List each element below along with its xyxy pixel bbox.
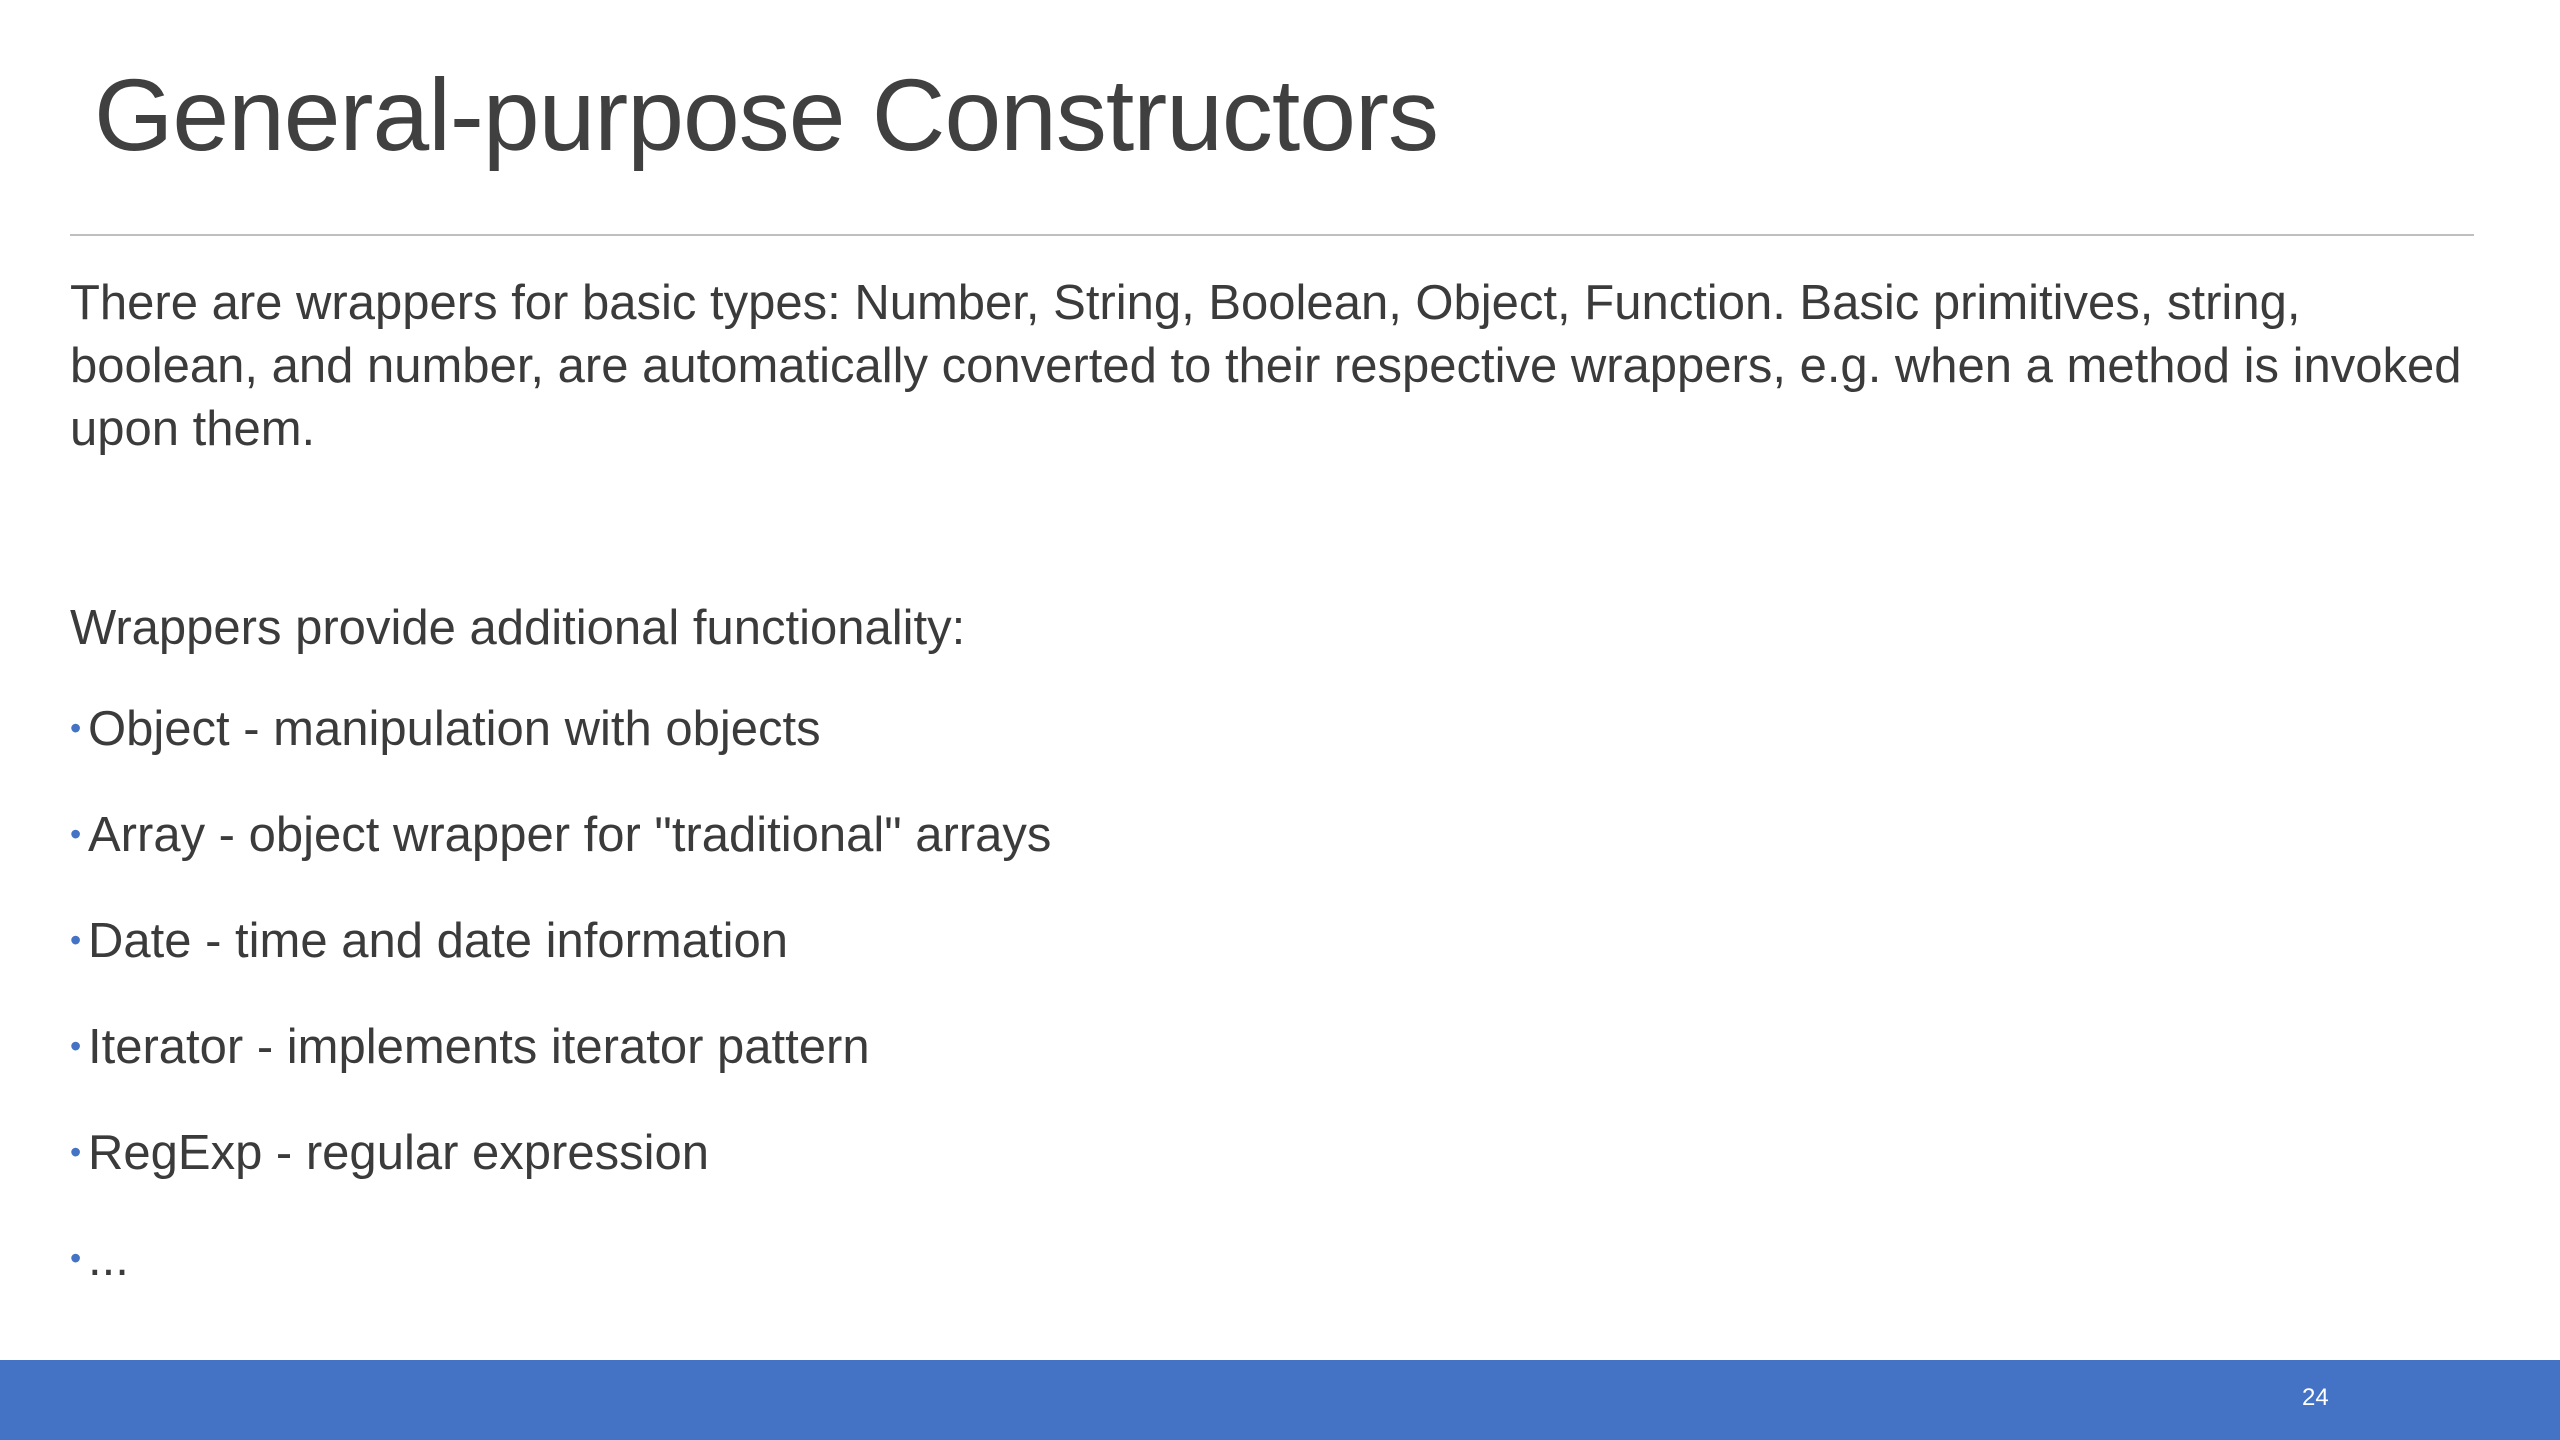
title-divider bbox=[70, 234, 2474, 236]
wrappers-lead: Wrappers provide additional functionality: bbox=[70, 601, 966, 655]
bullet-item-array bbox=[70, 804, 2470, 872]
bullet-dot-icon: • bbox=[70, 1134, 82, 1170]
slide-body bbox=[70, 272, 2470, 1296]
bullet-text: RegExp - regular expression bbox=[88, 1126, 709, 1180]
page-number: 24 bbox=[2302, 1384, 2329, 1411]
bullet-dot-icon: • bbox=[70, 816, 82, 852]
bullet-text: Date - time and date information bbox=[88, 914, 788, 968]
bullet-item-date bbox=[70, 910, 2470, 978]
bullet-text: ... bbox=[88, 1232, 129, 1286]
slide-title: General-purpose Constructors bbox=[94, 58, 1438, 172]
bullet-item-ellipsis bbox=[70, 1228, 2470, 1296]
bullet-dot-icon: • bbox=[70, 922, 82, 958]
bullet-text: Array - object wrapper for "traditional" arrays bbox=[88, 808, 1052, 862]
bullet-dot-icon: • bbox=[70, 710, 82, 746]
bullet-item-iterator bbox=[70, 1016, 2470, 1084]
bullet-dot-icon: • bbox=[70, 1028, 82, 1064]
intro-paragraph: There are wrappers for basic types: Number, String, Boolean, Object, Function. Basic primitives, string, boolean, and number, are automatically converted to their respective wrappers, e.g. when a method is invoked upon them. bbox=[70, 276, 2462, 456]
bullet-dot-icon: • bbox=[70, 1240, 82, 1276]
bullet-text: Object - manipulation with objects bbox=[88, 702, 821, 756]
bullet-item-object bbox=[70, 698, 2470, 766]
bullet-item-regexp bbox=[70, 1122, 2470, 1190]
bullet-text: Iterator - implements iterator pattern bbox=[88, 1020, 870, 1074]
bullet-list bbox=[70, 698, 2470, 1296]
footer-bar bbox=[0, 1360, 2560, 1440]
